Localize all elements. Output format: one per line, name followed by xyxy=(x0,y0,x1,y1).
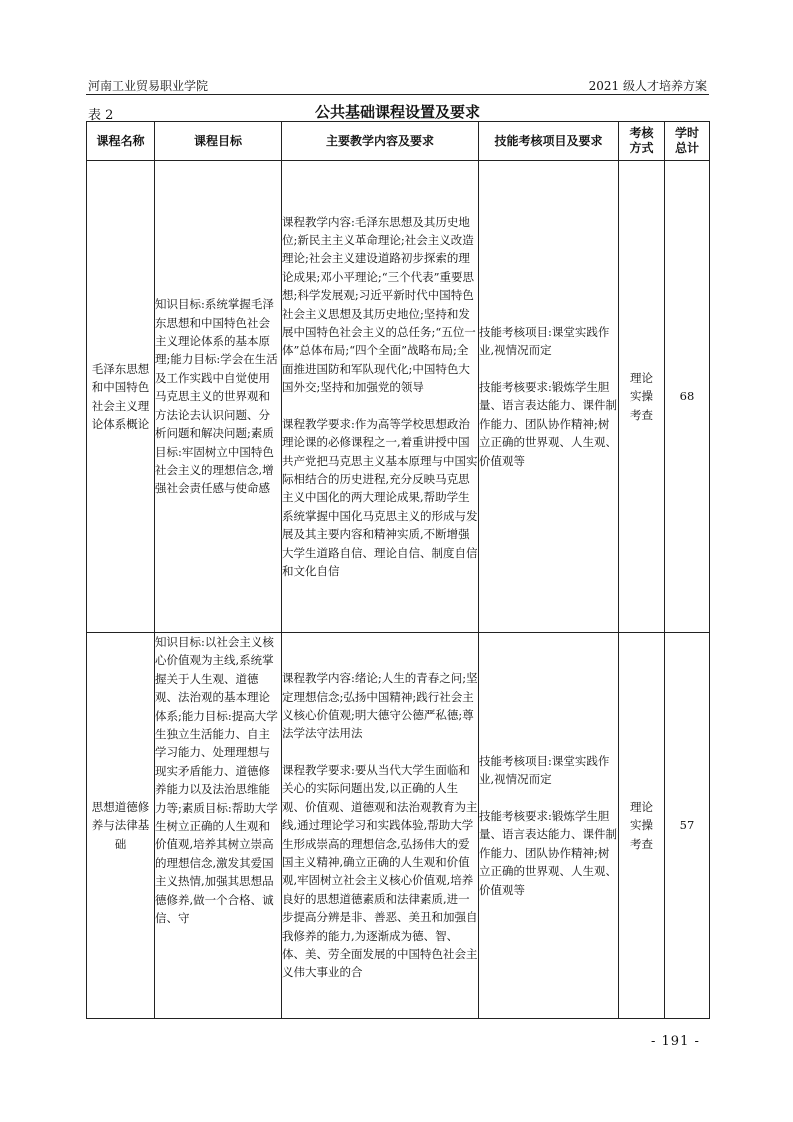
course-goal-cell: 知识目标:系统掌握毛泽东思想和中国特色社会主义理论体系的基本原理;能力目标:学会在生活及工作实践中自觉使用马克思主义的世界观和方法论去认识问题、分析问题和解决问题;素质目标:牢固树立中国特色社会主义的理想信念,增强社会责任感与使命感 xyxy=(155,161,282,633)
course-name-cell: 思想道德修养与法律基础 xyxy=(87,633,155,1019)
table-number: 表 2 xyxy=(88,108,114,123)
course-name-cell: 毛泽东思想和中国特色社会主义理论体系概论 xyxy=(87,161,155,633)
skill-paragraph: 技能考核项目:课堂实践作业,视情况而定 xyxy=(479,754,610,787)
skill-assessment-cell xyxy=(479,633,619,1019)
column-header-total-hours: 学时总计 xyxy=(665,122,710,161)
content-paragraph: 课程教学内容:毛泽东思想及其历史地位;新民主主义革命理论;社会主义改造理论;社会主义建设道路初步探索的理论成果;邓小平理论;“三个代表”重要思想;科学发展观;习近平新时代中国特色社会主义思想及其历史地位;坚持和发展中国特色社会主义的总任务;“五位一体”总体布局;“四个全面”战略布局;全面推进国防和军队现代化;中国特色大国外交;坚持和加强党的领导 xyxy=(282,214,476,395)
assessment-method-cell: 理论实操考查 xyxy=(619,161,665,633)
total-hours-cell: 57 xyxy=(665,633,710,1019)
content-paragraph: 课程教学要求:作为高等学校思想政治理论课的必修课程之一,着重讲授中国共产党把马克思主义基本原理与中国实际相结合的历史进程,充分反映马克思主义中国化的两大理论成果,帮助学生系统掌握中国化马克思主义的形成与发展及其主要内容和精神实质,不断增强大学生道路自信、理论自信、制度自信和文化自信 xyxy=(282,416,478,578)
content-paragraph: 课程教学内容:绪论;人生的青春之问;坚定理想信念;弘扬中国精神;践行社会主义核心价值观;明大德守公德严私德;尊法学法守法用法 xyxy=(282,671,478,741)
column-header-skill-assessment: 技能考核项目及要求 xyxy=(479,122,619,161)
course-content-cell xyxy=(282,633,479,1019)
table-row xyxy=(87,633,710,1019)
header-document-title: 2021 级人才培养方案 xyxy=(588,79,707,93)
skill-paragraph: 技能考核要求:锻炼学生胆量、语言表达能力、课件制作能力、团队协作精神;树立正确的世界观、人生观、价值观等 xyxy=(479,379,617,468)
table-title: 公共基础课程设置及要求 xyxy=(314,103,480,121)
column-header-content: 主要教学内容及要求 xyxy=(282,122,479,161)
column-header-course-goal: 课程目标 xyxy=(155,122,282,161)
course-goal-cell: 知识目标:以社会主义核心价值观为主线,系统掌握关于人生观、道德观、法治观的基本理论体系;能力目标:提高大学生独立生活能力、自主学习能力、处理理想与现实矛盾能力、道德修养能力以及法治思维能力等;素质目标:帮助大学生树立正确的人生观和价值观,培养其树立崇高的理想信念,激发其爱国主义热情,加强其思想品德修养,做一个合格、诚信、守 xyxy=(155,633,282,1019)
skill-assessment-cell xyxy=(479,161,619,633)
header-institution: 河南工业贸易职业学院 xyxy=(88,79,209,93)
skill-paragraph: 技能考核项目:课堂实践作业,视情况而定 xyxy=(479,325,610,358)
course-table xyxy=(86,121,710,1019)
assessment-method-cell: 理论实操考查 xyxy=(619,633,665,1019)
column-header-course-name: 课程名称 xyxy=(87,122,155,161)
page-header xyxy=(86,77,709,95)
total-hours-cell: 68 xyxy=(665,161,710,633)
course-content-cell xyxy=(282,161,479,633)
skill-paragraph: 技能考核要求:锻炼学生胆量、语言表达能力、课件制作能力、团队协作精神;树立正确的世界观、人生观、价值观等 xyxy=(479,808,617,897)
table-row xyxy=(87,161,710,633)
table-header-row xyxy=(87,122,710,161)
page-number: - 191 - xyxy=(651,1034,700,1049)
content-paragraph: 课程教学要求:要从当代大学生面临和关心的实际问题出发,以正确的人生观、价值观、道德观和法治观教育为主线,通过理论学习和实践体验,帮助大学生形成崇高的理想信念,弘扬伟大的爱国主义精神,确立正确的人生观和价值观,牢固树立社会主义核心价值观,培养良好的思想道德素质和法律素质,进一步提高分辨是非、善恶、美丑和加强自我修养的能力,为逐渐成为德、智、体、美、劳全面发展的中国特色社会主义伟大事业的合 xyxy=(282,762,478,980)
header-rule xyxy=(86,94,709,95)
column-header-assessment-method: 考核方式 xyxy=(619,122,665,161)
